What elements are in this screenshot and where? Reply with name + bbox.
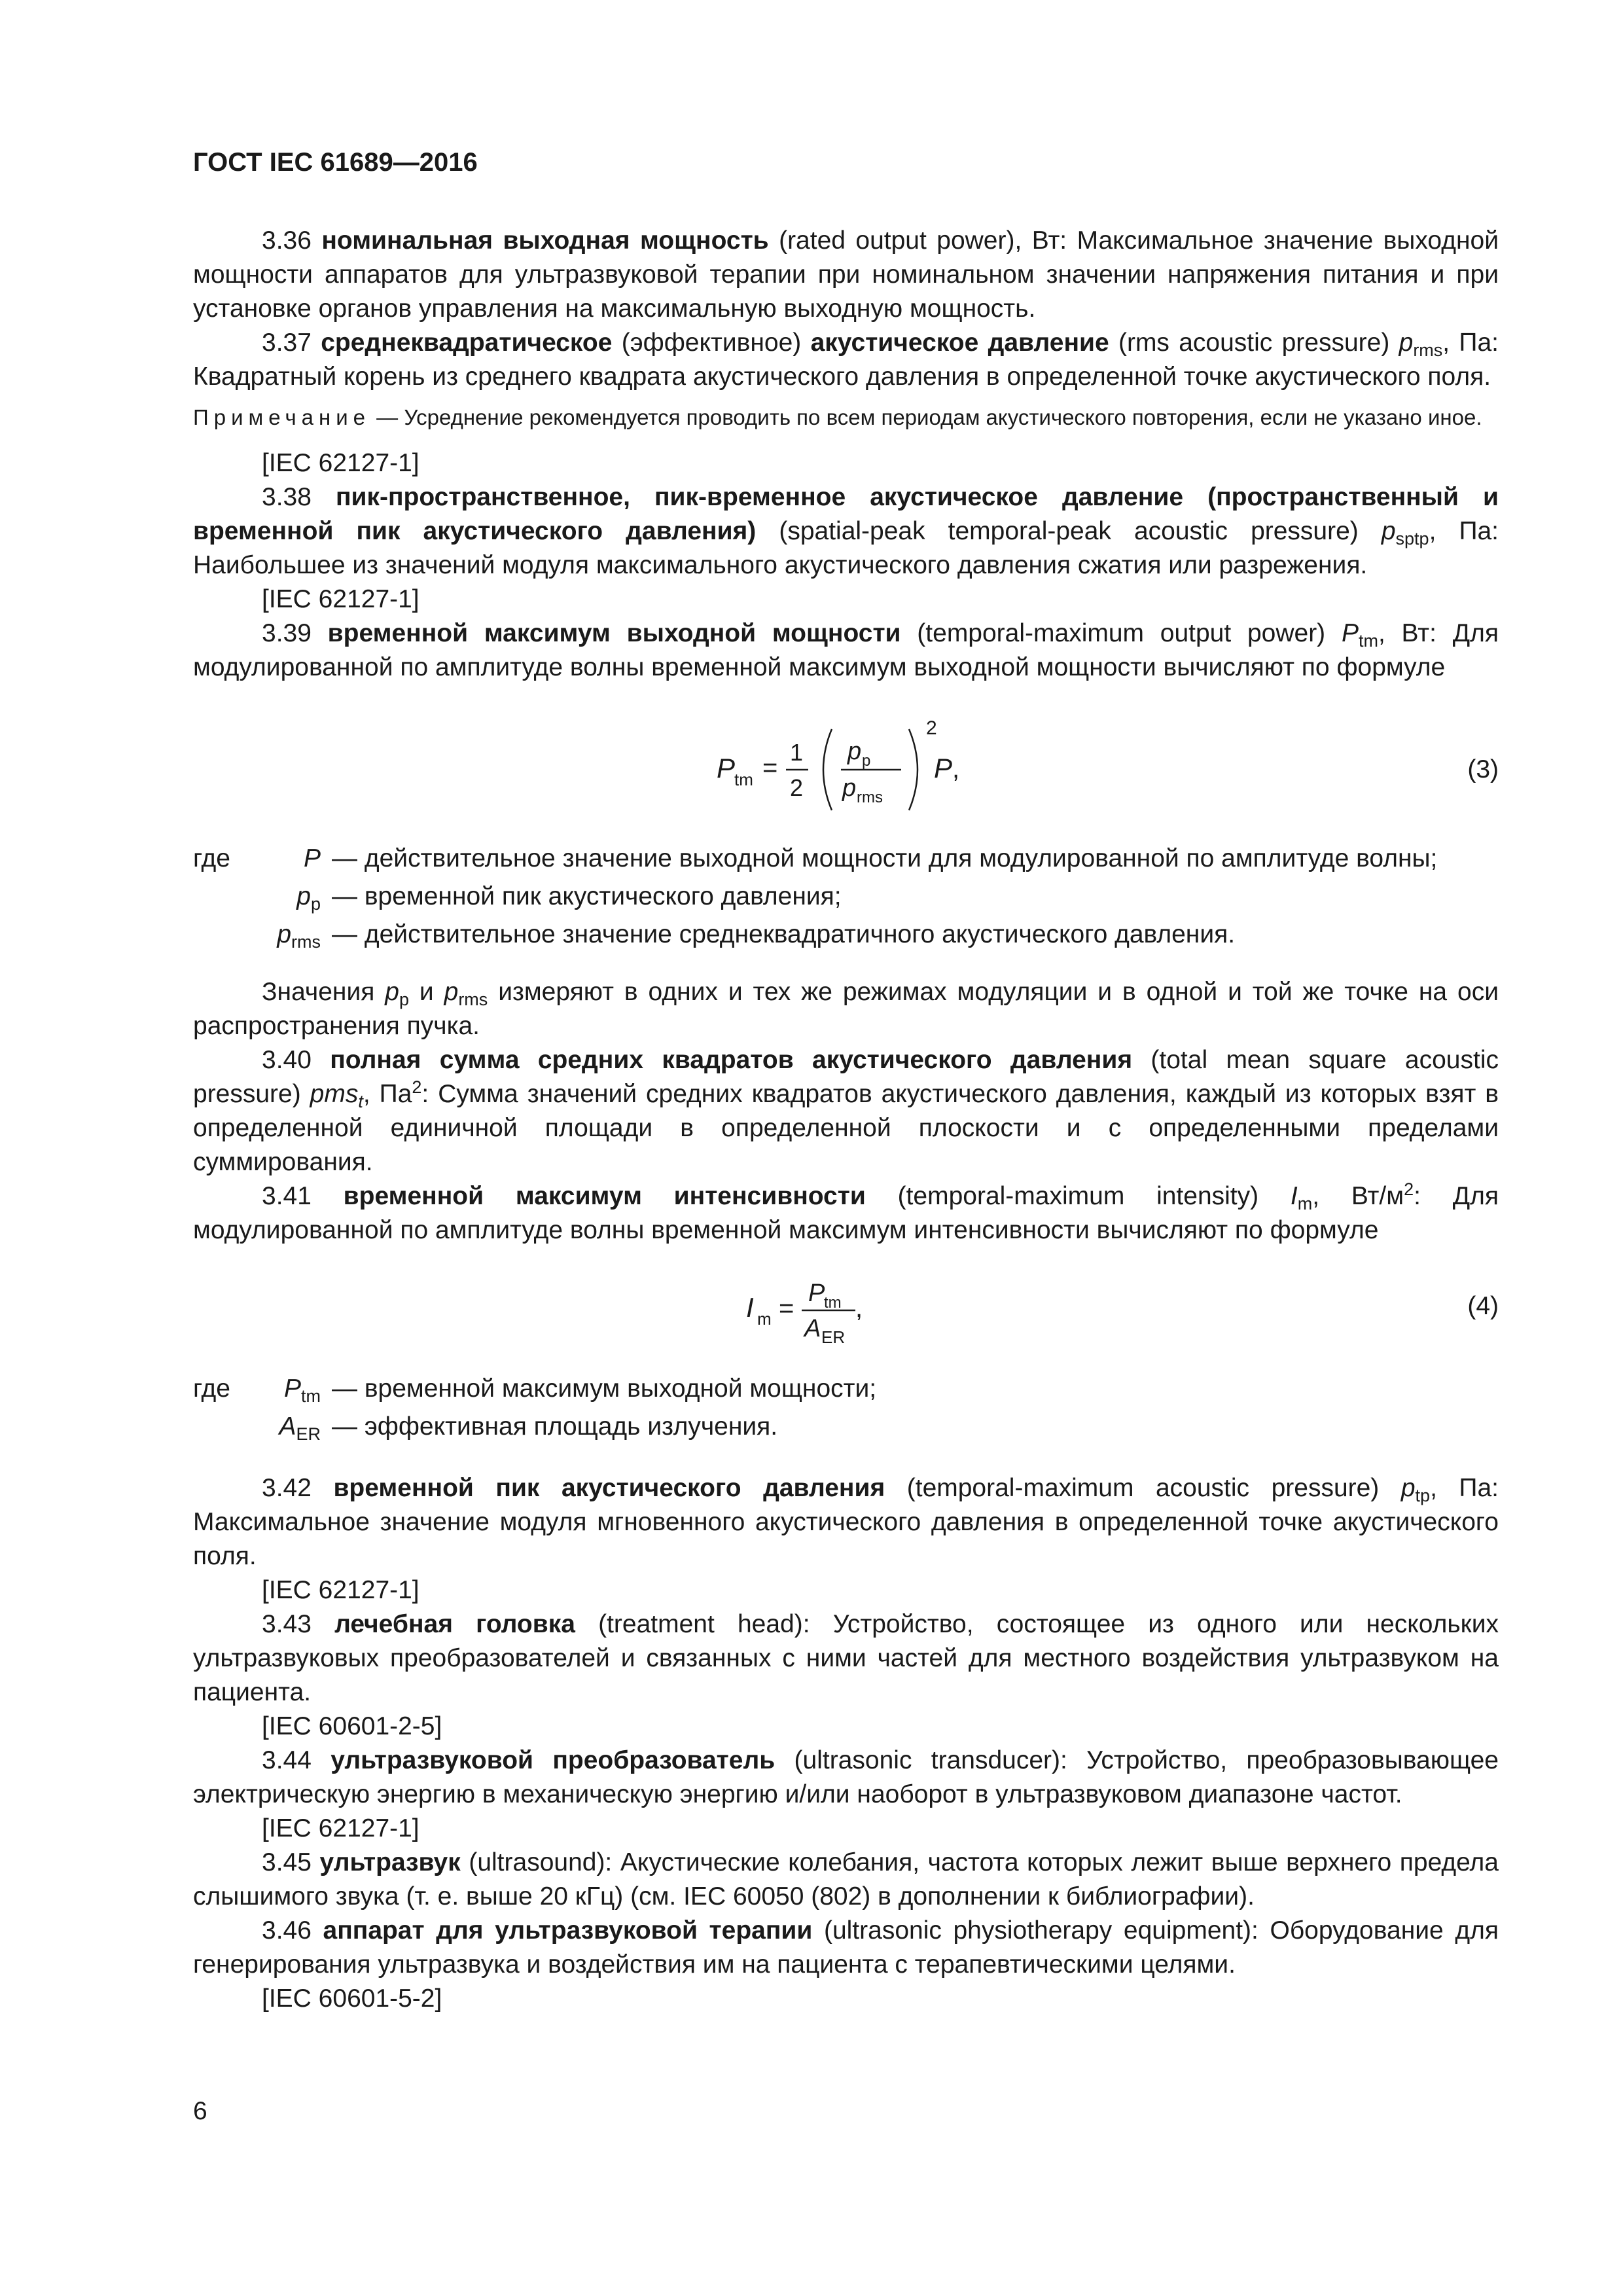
where-symbol-subscript: ER: [296, 1424, 321, 1444]
term-title: лечебная головка: [334, 1610, 575, 1638]
term-english: (temporal-maximum intensity): [865, 1182, 1291, 1210]
text: измеряют в одних и тех же режимах модуляции и в одной и той же точке на оси распространения пучка.: [193, 978, 1499, 1040]
symbol-subscript: rms: [1413, 340, 1443, 360]
term-3-43: [193, 1607, 1499, 1710]
term-english: (total mean square acoustic pressure): [193, 1046, 1499, 1108]
formula-3-graphic: [193, 704, 1499, 829]
page-number: 6: [193, 2097, 207, 2125]
where-description: — временной максимум выходной мощности;: [332, 1374, 877, 1403]
unit-power: 2: [1404, 1179, 1414, 1199]
unit: , Вт/м: [1312, 1182, 1404, 1210]
term-definition: , Па: Наибольшее из значений модуля максимального акустического давления сжатия или разрежения.: [193, 517, 1499, 579]
term-3-39: [193, 617, 1499, 685]
symbol-subscript: p: [399, 990, 410, 1009]
term-number: 3.40: [262, 1046, 312, 1074]
where-row: [193, 1372, 1499, 1410]
where-symbol-letter: p: [277, 920, 292, 948]
term-3-44: [193, 1744, 1499, 1812]
values-paragraph: [193, 975, 1499, 1043]
reference: [IEC 62127-1]: [262, 585, 419, 613]
term-number: 3.38: [262, 483, 312, 511]
formula-lhs: P: [717, 753, 736, 783]
equation-number: (3): [1467, 755, 1499, 783]
where-symbol: [284, 1372, 321, 1406]
term-3-36: [193, 224, 1499, 326]
formula-comma: ,: [952, 755, 960, 783]
where-symbol-subscript: p: [310, 894, 321, 914]
term-english: (rms acoustic pressure): [1109, 329, 1399, 357]
term-english: (temporal-maximum output power): [901, 619, 1342, 647]
where-symbol: [296, 880, 321, 914]
reference: [IEC 62127-1]: [262, 1576, 419, 1604]
formula-equals: =: [762, 753, 778, 782]
where-symbol-letter: P: [303, 844, 321, 872]
formula-tail: P: [934, 753, 953, 783]
term-title: полная сумма средних квадратов акустического давления: [330, 1046, 1133, 1074]
formula-equals: =: [779, 1294, 794, 1323]
term-number: 3.42: [262, 1474, 312, 1502]
formula-comma: ,: [855, 1294, 863, 1323]
symbol-subscript: t: [358, 1092, 363, 1111]
formula-denominator-subscript: rms: [857, 789, 883, 806]
term-title: номинальная выходная мощность: [321, 226, 769, 255]
term-title: ультразвуковой преобразователь: [330, 1746, 776, 1774]
left-paren: [823, 729, 832, 810]
term-title: временной максимум интенсивности: [343, 1182, 866, 1210]
note-text: — Усреднение рекомендуется проводить по всем периодам акустического повторения, если не указано иное.: [370, 405, 1482, 429]
term-english: (spatial-peak temporal-peak acoustic pressure): [756, 517, 1382, 545]
right-paren: [909, 729, 918, 810]
equation-number: (4): [1467, 1292, 1499, 1320]
formula-denominator: A: [804, 1315, 821, 1342]
symbol-subscript: tm: [1358, 631, 1378, 651]
formula-numerator: p: [847, 738, 862, 765]
text: и: [409, 978, 444, 1006]
term-3-41: [193, 1179, 1499, 1247]
note-label: Примечание: [193, 405, 371, 429]
reference: [IEC 62127-1]: [262, 449, 419, 477]
term-definition: : Для модулированной по амплитуде волны временной максимум интенсивности вычисляют по формуле: [193, 1182, 1499, 1244]
where-row: [193, 1410, 1499, 1448]
symbol: pms: [310, 1080, 359, 1108]
formula-numerator: P: [808, 1280, 825, 1307]
formula-4-graphic: [193, 1261, 1499, 1359]
where-row: [193, 842, 1499, 880]
formula-two: 2: [790, 774, 804, 801]
term-definition: (rated output power), Вт: Максимальное значение выходной мощности аппаратов для ультразвуковой терапии при номинальном значении напряжения питания и при установке органов управления на максимальную выходную мощность.: [193, 226, 1499, 323]
reference: [IEC 60601-2-5]: [262, 1712, 442, 1740]
symbol: p: [1381, 517, 1396, 545]
formula-lhs: I: [746, 1292, 754, 1323]
term-number: 3.37: [262, 329, 312, 357]
where-symbol-subscript: rms: [291, 932, 321, 952]
symbol-subscript: tp: [1415, 1486, 1431, 1505]
note: [193, 403, 1499, 432]
where-symbol-letter: p: [296, 882, 311, 910]
where-description: — действительное значение среднеквадратичного акустического давления.: [332, 920, 1236, 948]
reference: [IEC 62127-1]: [262, 1814, 419, 1842]
term-3-37: [193, 326, 1499, 394]
where-list-3: [193, 842, 1499, 956]
where-row: [193, 880, 1499, 918]
symbol-subscript: rms: [458, 990, 488, 1009]
term-definition: (ultrasonic transducer): Устройство, преобразовывающее электрическую энергию в механическую энергию и/или наоборот в ультразвуковом диапазоне частот.: [193, 1746, 1499, 1808]
formula-denominator-subscript: ER: [821, 1327, 846, 1347]
term-3-42: [193, 1471, 1499, 1573]
where-symbol-letter: P: [283, 1374, 301, 1403]
document-header: ГОСТ IEC 61689—2016: [193, 148, 478, 177]
term-number: 3.46: [262, 1916, 312, 1945]
symbol-subscript: m: [1297, 1194, 1313, 1213]
formula-power: 2: [926, 717, 937, 739]
term-number: 3.41: [262, 1182, 312, 1210]
term-3-46: [193, 1914, 1499, 1982]
where-symbol-subscript: tm: [301, 1386, 321, 1406]
where-description: — временной пик акустического давления;: [332, 882, 842, 910]
term-title: среднеквадратическое: [321, 329, 613, 357]
term-title: аппарат для ультразвуковой терапии: [323, 1916, 813, 1945]
term-number: 3.44: [262, 1746, 312, 1774]
formula-lhs-subscript: m: [757, 1309, 772, 1329]
term-number: 3.43: [262, 1610, 312, 1638]
where-symbol: [304, 842, 321, 876]
reference: [IEC 60601-5-2]: [262, 1984, 442, 2013]
term-3-45: [193, 1846, 1499, 1914]
symbol: p: [444, 978, 459, 1006]
symbol-subscript: sptp: [1395, 529, 1429, 548]
symbol: p: [385, 978, 399, 1006]
term-number: 3.36: [262, 226, 312, 255]
term-title: временной максимум выходной мощности: [327, 619, 901, 647]
term-title-middle: (эффективное): [612, 329, 811, 357]
term-definition: , Па: Максимальное значение модуля мгновенного акустического давления в определенной точке акустического поля.: [193, 1474, 1499, 1570]
term-definition: : Сумма значений средних квадратов акустического давления, каждый из которых взят в определенной единичной площади в определенной плоскости и с определенными пределами суммирования.: [193, 1080, 1499, 1176]
formula-4: [193, 1261, 1499, 1359]
term-number: 3.45: [262, 1848, 312, 1876]
term-3-38: [193, 480, 1499, 583]
term-definition: (ultrasound): Акустические колебания, частота которых лежит выше верхнего предела слышимого звука (т. е. выше 20 кГц) (см. IEC 60050 (802) в дополнении к библиографии).: [193, 1848, 1499, 1910]
formula-numerator-subscript: p: [862, 752, 871, 770]
unit-power: 2: [412, 1077, 422, 1097]
term-definition: , Вт: Для модулированной по амплитуде волны временной максимум выходной мощности вычисляют по формуле: [193, 619, 1499, 681]
term-english: (temporal-maximum acoustic pressure): [885, 1474, 1401, 1502]
formula-denominator: p: [842, 774, 857, 802]
term-definition: (treatment head): Устройство, состоящее из одного или нескольких ультразвуковых преобразователей и связанных с ними частей для местного воздействия ультразвуком на пациента.: [193, 1610, 1499, 1706]
formula-3: [193, 704, 1499, 829]
symbol: P: [1341, 619, 1359, 647]
formula-one: 1: [790, 739, 804, 766]
where-symbol: [277, 918, 321, 952]
where-label: где: [193, 1374, 230, 1403]
symbol: I: [1290, 1182, 1298, 1210]
where-label: где: [193, 844, 230, 872]
text: Значения: [262, 978, 385, 1006]
term-definition: (ultrasonic physiotherapy equipment): Оборудование для генерирования ультразвука и воздействия им на пациента с терапевтическими целями.: [193, 1916, 1499, 1979]
term-number: 3.39: [262, 619, 312, 647]
symbol: p: [1400, 1474, 1416, 1502]
formula-numerator-subscript: tm: [824, 1294, 842, 1312]
unit: , Па: [363, 1080, 412, 1108]
term-definition: , Па: Квадратный корень из среднего квадрата акустического давления в определенной точке акустического поля.: [193, 329, 1499, 391]
where-description: — действительное значение выходной мощности для модулированной по амплитуде волны;: [332, 844, 1438, 872]
term-3-40: [193, 1043, 1499, 1179]
symbol: p: [1399, 329, 1414, 357]
term-title: пик-пространственное, пик-временное акустическое давление (пространственный и временной пик акустического давления): [193, 483, 1499, 545]
where-symbol-letter: A: [279, 1412, 296, 1441]
term-title-part2: акустическое давление: [810, 329, 1109, 357]
where-symbol: [279, 1410, 321, 1444]
term-title: ультразвук: [319, 1848, 461, 1876]
document-body: [193, 224, 1499, 2016]
where-row: [193, 918, 1499, 956]
where-list-4: [193, 1372, 1499, 1448]
term-title: временной пик акустического давления: [333, 1474, 885, 1502]
where-description: — эффективная площадь излучения.: [332, 1412, 778, 1441]
formula-lhs-subscript: tm: [734, 770, 753, 789]
